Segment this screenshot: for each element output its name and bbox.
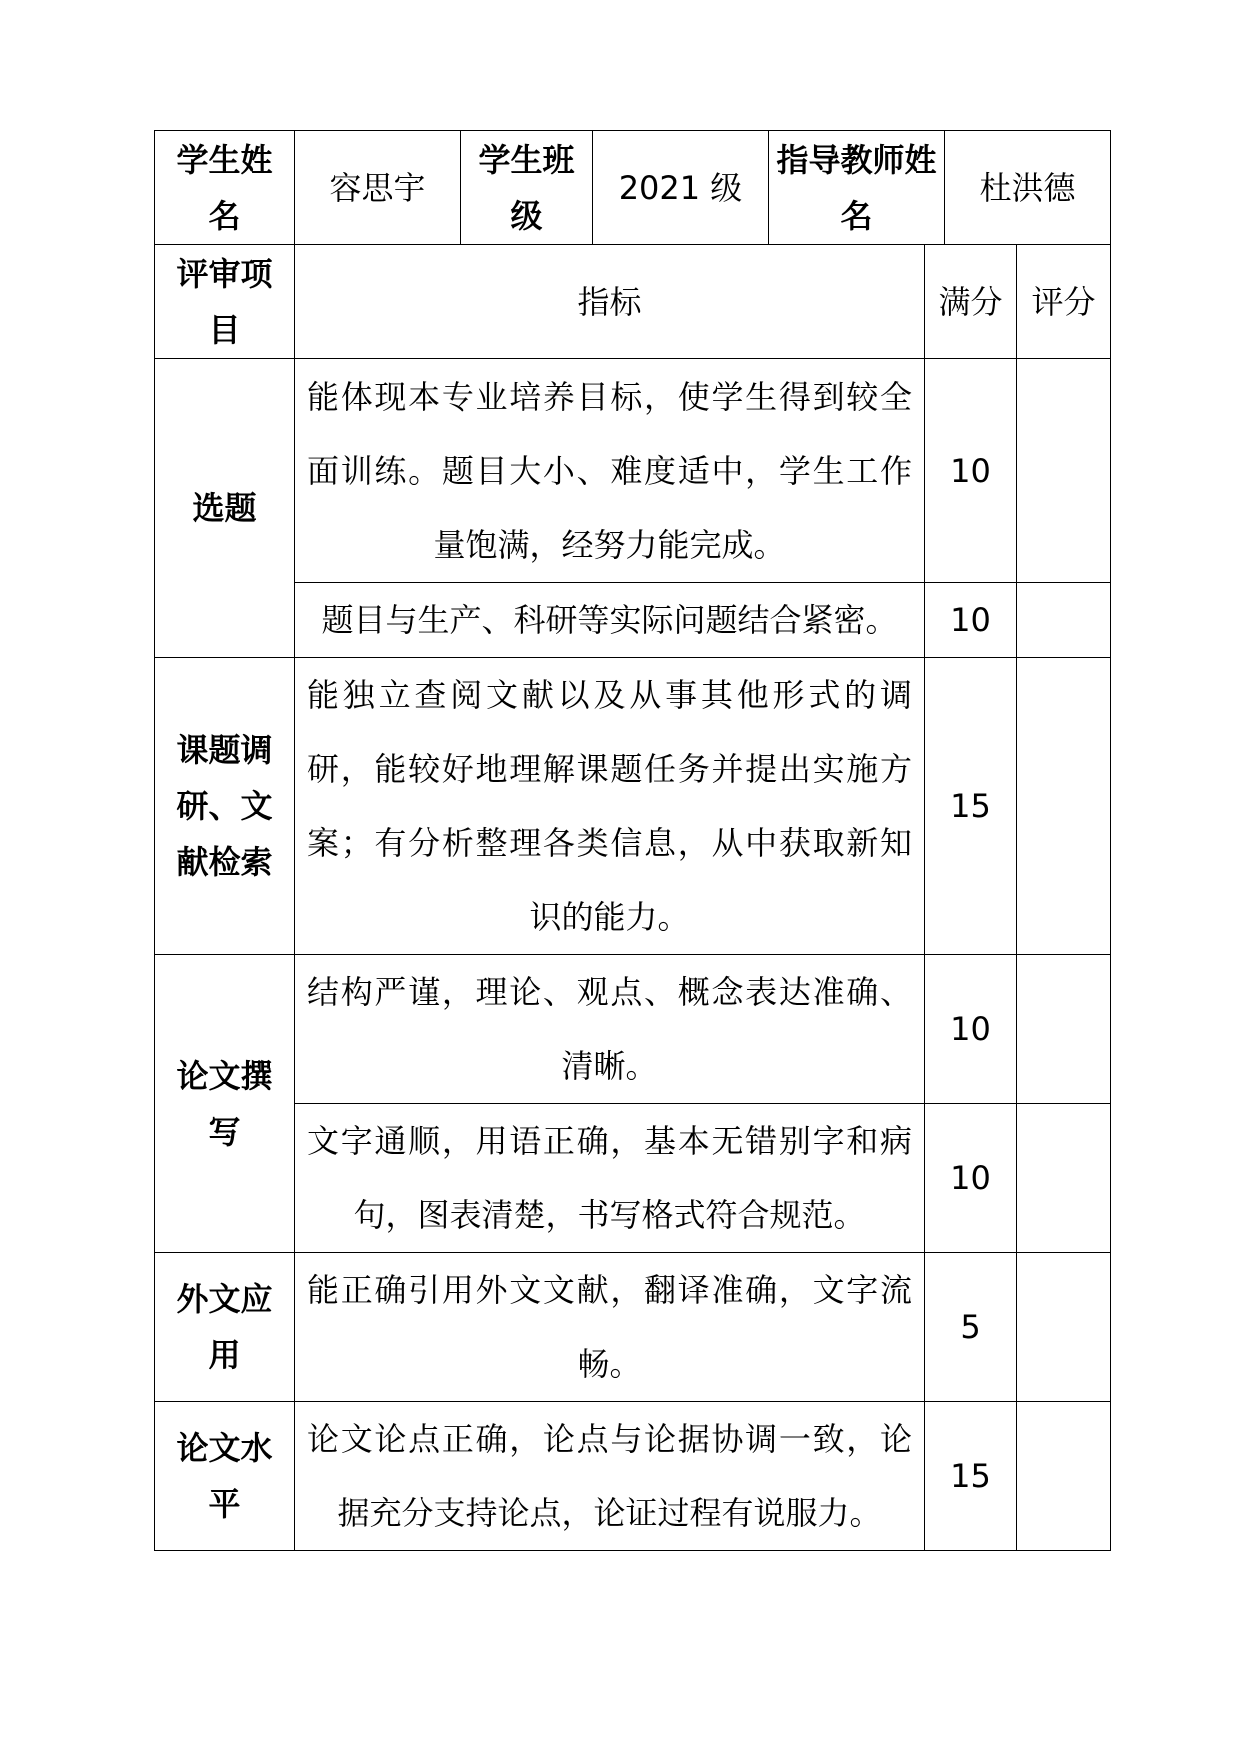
evaluation-header-row [155,245,1111,359]
header-indicator: 指标 [295,245,925,359]
review-item-paper-level: 论文水平 [155,1402,295,1551]
advisor-name-label: 指导教师姓名 [769,131,945,245]
table-row [155,658,1111,955]
review-item-topic: 选题 [155,359,295,658]
table-row [155,1253,1111,1402]
review-item-writing: 论文撰写 [155,955,295,1253]
indicator-cell: 论文论点正确，论点与论据协调一致，论据充分支持论点，论证过程有说服力。 [295,1402,925,1551]
full-score-cell: 10 [925,583,1017,658]
indicator-cell: 能独立查阅文献以及从事其他形式的调研，能较好地理解课题任务并提出实施方案；有分析整理各类信息，从中获取新知识的能力。 [295,658,925,955]
student-name-value: 容思宇 [295,131,461,245]
full-score-cell: 5 [925,1253,1017,1402]
header-review-item: 评审项目 [155,245,295,359]
full-score-cell: 10 [925,1104,1017,1253]
table-row [155,1402,1111,1551]
table-row [155,955,1111,1104]
indicator-cell: 结构严谨，理论、观点、概念表达准确、清晰。 [295,955,925,1104]
student-info-row [155,131,1111,245]
full-score-cell: 15 [925,658,1017,955]
score-input-cell[interactable] [1017,583,1111,658]
student-name-label: 学生姓名 [155,131,295,245]
score-input-cell[interactable] [1017,1253,1111,1402]
indicator-cell: 文字通顺，用语正确，基本无错别字和病句，图表清楚，书写格式符合规范。 [295,1104,925,1253]
table-row [155,359,1111,583]
full-score-cell: 15 [925,1402,1017,1551]
review-item-research: 课题调研、文献检索 [155,658,295,955]
evaluation-table [154,244,1111,1551]
score-input-cell[interactable] [1017,658,1111,955]
review-item-foreign-language: 外文应用 [155,1253,295,1402]
indicator-cell: 能体现本专业培养目标，使学生得到较全面训练。题目大小、难度适中，学生工作量饱满，经努力能完成。 [295,359,925,583]
student-info-table [154,130,1111,245]
student-class-label: 学生班级 [461,131,593,245]
header-full-score: 满分 [925,245,1017,359]
score-input-cell[interactable] [1017,1104,1111,1253]
score-input-cell[interactable] [1017,1402,1111,1551]
header-score: 评分 [1017,245,1111,359]
score-input-cell[interactable] [1017,955,1111,1104]
table-row [155,1104,1111,1253]
full-score-cell: 10 [925,955,1017,1104]
student-class-value: 2021 级 [593,131,769,245]
indicator-cell: 能正确引用外文文献，翻译准确，文字流畅。 [295,1253,925,1402]
advisor-name-value: 杜洪德 [945,131,1111,245]
indicator-cell: 题目与生产、科研等实际问题结合紧密。 [295,583,925,658]
score-input-cell[interactable] [1017,359,1111,583]
table-row [155,583,1111,658]
full-score-cell: 10 [925,359,1017,583]
